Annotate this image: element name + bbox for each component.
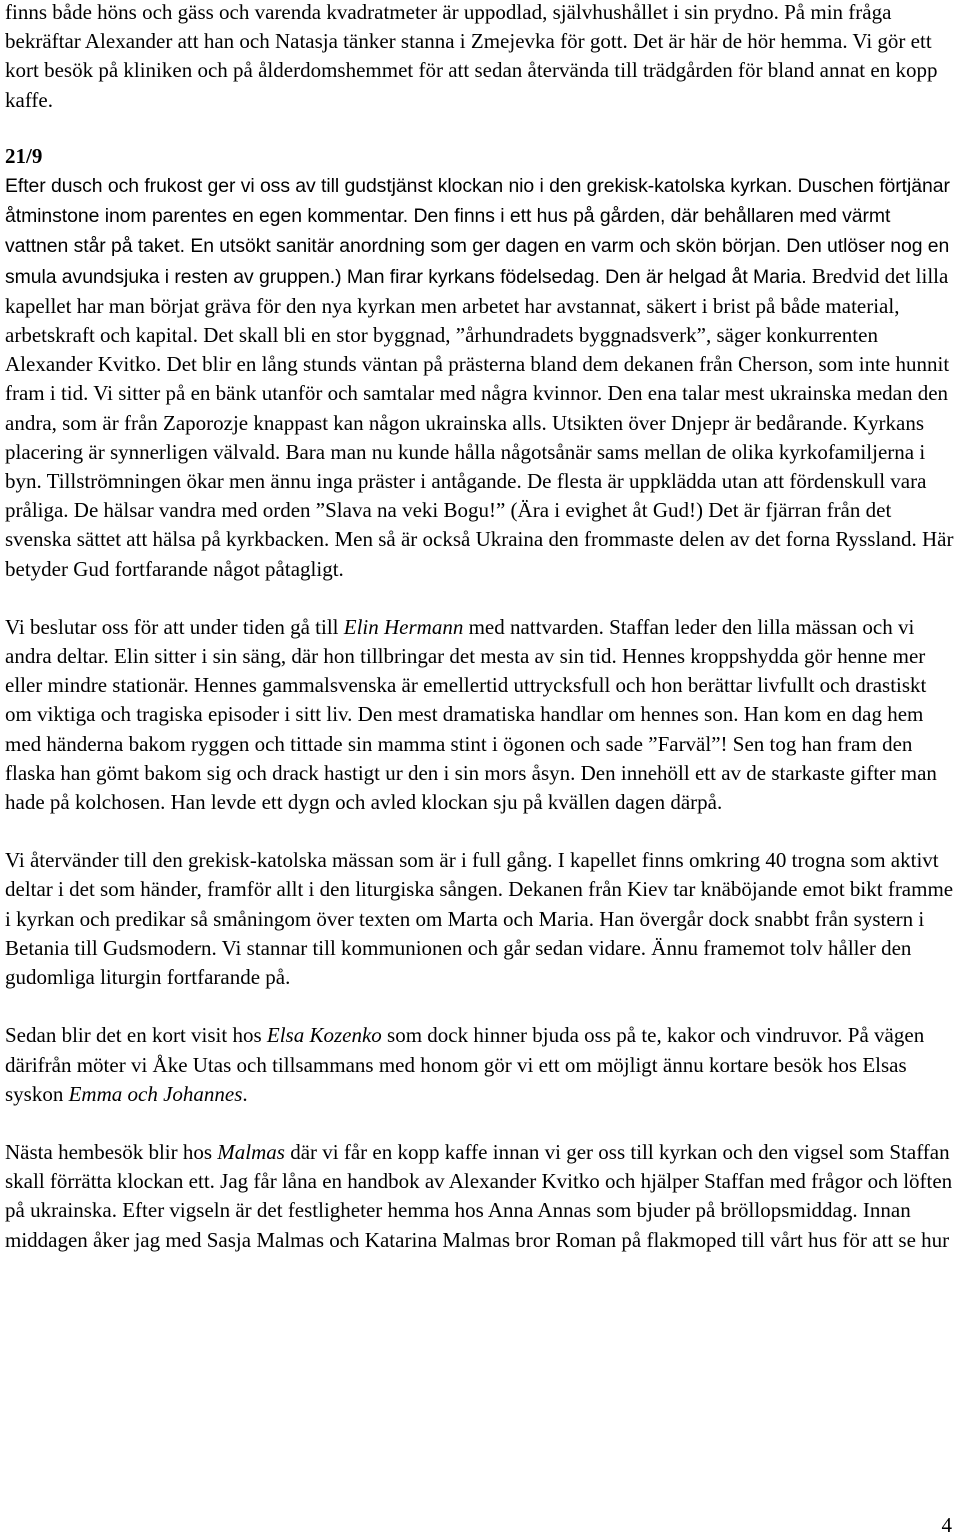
elsa-siblings-name: Emma och Johannes <box>68 1081 243 1106</box>
serif-text-run: Bredvid det lilla kapellet har man börjat gräva för den nya kyrkan men arbetet har avstannat, säkert i brist på både material, arbetskraft och kapital. Det skall bli en stor byggnad, ”århundradets byggnadsverk”, säger konkurrenten Alexander Kvitko. Det blir en lång stunds väntan på prästerna bland dem dekanen från Cherson, som inte hunnit fram i tid. Vi sitter på en bänk utanför och samtalar med några kvinnor. Den ena talar mest ukrainska medan den andra, som är från Zaporozje knappast kan någon ukrainska alls. Utsikten över Dnjepr är bedårande. Kyrkans placering är synnerligen välvald. Bara man nu kunde hålla någotsånär sams mellan de olika kyrkofamiljerna i byn. Tillströmningen ökar men ännu inga präster i antågande. De flesta är uppklädda utan att fördenskull vara pråliga. De hälsar vandra med orden ”Slava na veki Bogu!” (Ära i evighet åt Gud!) Det är fjärran från det svenska sättet att hälsa på kyrkbacken. Men så är också Ukraina den frommaste delen av det forna Ryssland. Här betyder Gud fortfarande något påtagligt. <box>5 263 954 581</box>
elin-name: Elin Hermann <box>343 614 464 639</box>
sans-text-run: Efter dusch och frukost ger vi oss av till gudstjänst klockan nio i den grekisk-katolska kyrkan. Duschen förtjänar åtminstone inom parentes en egen kommentar. Den finns i ett hus på gården, där behållaren med värmt vattnen står på taket. En utsökt sanitär anordning som ger dagen en varm och skön början. Den utlöser nog en smula avundsjuka i resten av gruppen.) Man firar kyrkans födelsedag. Den är helgad åt Maria. <box>5 175 950 288</box>
malmas-text-1: Nästa hembesök blir hos <box>5 1139 218 1164</box>
elin-paragraph <box>5 613 957 817</box>
document-page <box>5 0 957 1255</box>
malmas-name: Malmas <box>217 1139 285 1164</box>
liturgy-paragraph: Vi återvänder till den grekisk-katolska mässan som är i full gång. I kapellet finns omkring 40 trogna som aktivt deltar i det som händer, framför allt i den liturgiska sången. Dekanen från Kiev tar knäböjande emot bikt framme i kyrkan och predikar så småningom över texten om Marta och Maria. Han övergår dock snabbt från systern i Betania till Gudsmodern. Vi stannar till kommunionen och går sedan vidare. Ännu framemot tolv håller den gudomliga liturgin fortfarande på. <box>5 848 954 990</box>
elin-text-before: Vi beslutar oss för att under tiden gå till <box>5 614 344 639</box>
malmas-text-2: där vi får en kopp kaffe innan vi ger oss till kyrkan och den vigsel som Staffan skall förrätta klockan ett. Jag får låna en handbok av Alexander Kvitko och hjälper Staffan med frågor och löften på ukrainska. Efter vigseln är det festligheter hemma hos Anna Annas som bjuder på bröllopsmiddag. Innan middagen åker jag med Sasja Malmas och Katarina Malmas bror Roman på flakmoped till vårt hus för att se hur <box>5 1139 953 1252</box>
elin-text-after: med nattvarden. Staffan leder den lilla mässan och vi andra deltar. Elin sitter i sin säng, där hon tillbringar det mesta av sin tid. Hennes kroppshydda gör henne mer eller mindre stationär. Hennes gammalsvenska är emellertid uttrycksfull och hon berättar livfullt och drastiskt om viktiga och tragiska episoder i sitt liv. Den mest dramatiska handlar om hennes son. Han kom en dag hem med händerna bakom ryggen och tittade sin mamma stint i ögonen och sade ”Farväl”! Sen tog han fram den flaska han gömt bakom sig och drack hastigt ur den i sin mors åsyn. Den innehöll ett av de starkaste gifter man hade på kolchosen. Han levde ett dygn och avled klockan sju på kvällen dagen därpå. <box>5 614 937 815</box>
elsa-text-1: Sedan blir det en kort visit hos <box>5 1023 267 1048</box>
elsa-name: Elsa Kozenko <box>266 1023 382 1048</box>
date-heading: 21/9 <box>5 143 43 168</box>
page-number: 4 <box>941 1513 952 1537</box>
malmas-paragraph <box>5 1138 957 1255</box>
elsa-paragraph <box>5 1021 957 1109</box>
elsa-text-3: . <box>242 1081 248 1106</box>
elsa-text-2: som dock hinner bjuda oss på te, kakor och vindruvor. På vägen därifrån möter vi Åke Utas och tillsammans med honom gör vi ett om möjligt ännu kortare besök hos Elsas syskon <box>5 1023 925 1106</box>
intro-paragraph: finns både höns och gäss och varenda kvadratmeter är uppodlad, självhushållet i sin prydno. På min fråga bekräftar Alexander att han och Natasja tänker stanna i Zmejevka för gott. Det är här de hör hemma. Vi gör ett kort besök på kliniken och på ålderdomshemmet för att sedan återvända till trädgården för bland annat en kopp kaffe. <box>5 0 938 112</box>
church-visit-paragraph <box>5 171 957 584</box>
